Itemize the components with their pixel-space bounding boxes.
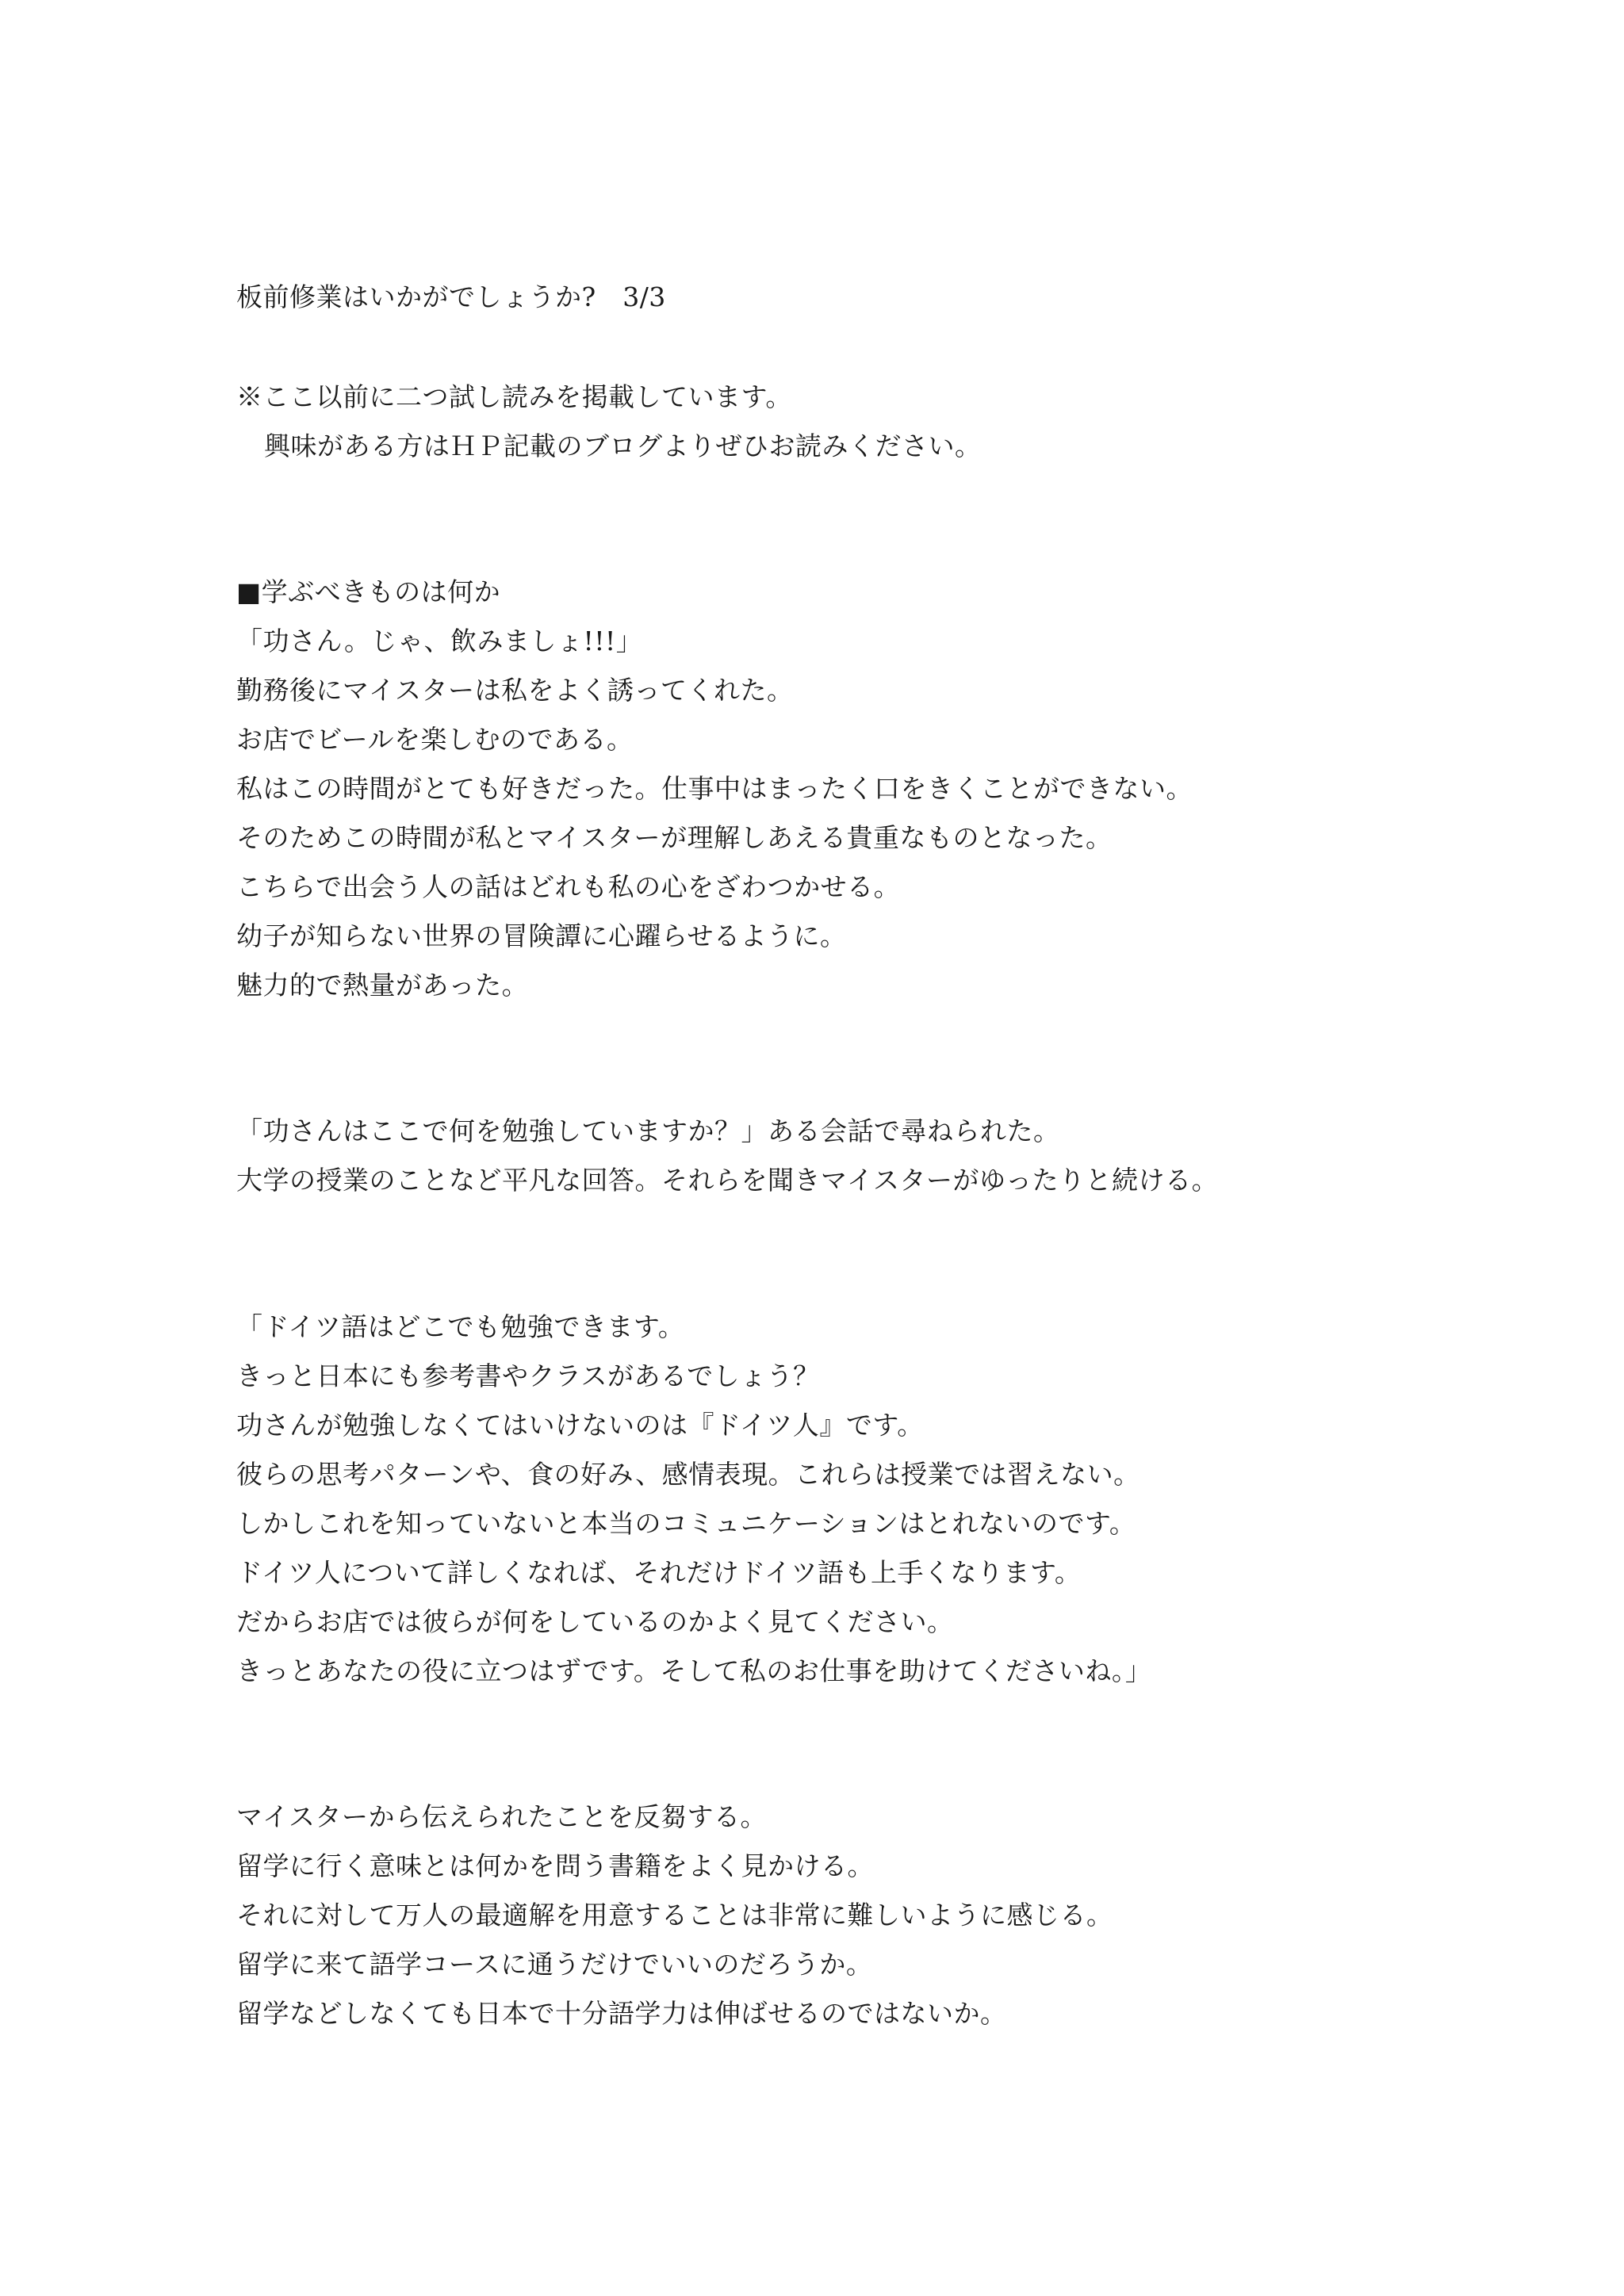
body-line: しかしこれを知っていないと本当のコミュニケーションはとれないのです。 [236,1508,1136,1539]
body-line: 彼らの思考パターンや、食の好み、感情表現。これらは授業では習えない。 [236,1459,1140,1490]
body-line: 留学に来て語学コースに通うだけでいいのだろうか。 [236,1949,873,1980]
body-line: 「功さん。じゃ、飲みましょ!!!」 [236,626,643,656]
body-line: 勤務後にマイスターは私をよく誘ってくれた。 [236,675,794,706]
body-line: きっとあなたの役に立つはずです。そして私のお仕事を助けてくださいね。」 [236,1655,1152,1686]
section-heading: ■学ぶべきものは何か [236,576,501,607]
body-line: 「ドイツ語はどこでも勉強できます。 [236,1311,685,1342]
body-line: ドイツ人について詳しくなれば、それだけドイツ語も上手くなります。 [236,1557,1082,1588]
notice-line: 興味がある方はＨＰ記載のブログよりぜひお読みください。 [264,430,982,461]
body-line: そのためこの時間が私とマイスターが理解しあえる貴重なものとなった。 [236,822,1113,853]
body-line: きっと日本にも参考書やクラスがあるでしょう？ [236,1360,820,1391]
body-line: 大学の授業のことなど平凡な回答。それらを聞きマイスターがゆったりと続ける。 [236,1165,1219,1196]
body-line: こちらで出会う人の話はどれも私の心をざわつかせる。 [236,871,901,902]
body-line: マイスターから伝えられたことを反芻する。 [236,1801,768,1832]
body-line: 幼子が知らない世界の冒険譚に心躍らせるように。 [236,920,847,951]
body-line: 功さんが勉強しなくてはいけないのは『ドイツ人』です。 [236,1410,924,1441]
notice-line: ※ここ以前に二つ試し読みを掲載しています。 [236,381,792,412]
body-line: 留学などしなくても日本で十分語学力は伸ばせるのではないか。 [236,1998,1007,2029]
body-line: 「功さんはここで何を勉強していますか？」ある会話で尋ねられた。 [236,1115,1060,1146]
body-line: 私はこの時間がとても好きだった。仕事中はまったく口をきくことができない。 [236,773,1193,804]
document-title: 板前修業はいかがでしょうか? 3/3 [236,281,666,312]
body-line: 魅力的で熱量があった。 [236,970,529,1001]
body-line: お店でビールを楽しむのである。 [236,724,634,755]
body-line: それに対して万人の最適解を用意することは非常に難しいように感じる。 [236,1900,1113,1931]
body-line: だからお店では彼らが何をしているのかよく見てください。 [236,1606,954,1637]
body-line: 留学に行く意味とは何かを問う書籍をよく見かける。 [236,1850,874,1881]
